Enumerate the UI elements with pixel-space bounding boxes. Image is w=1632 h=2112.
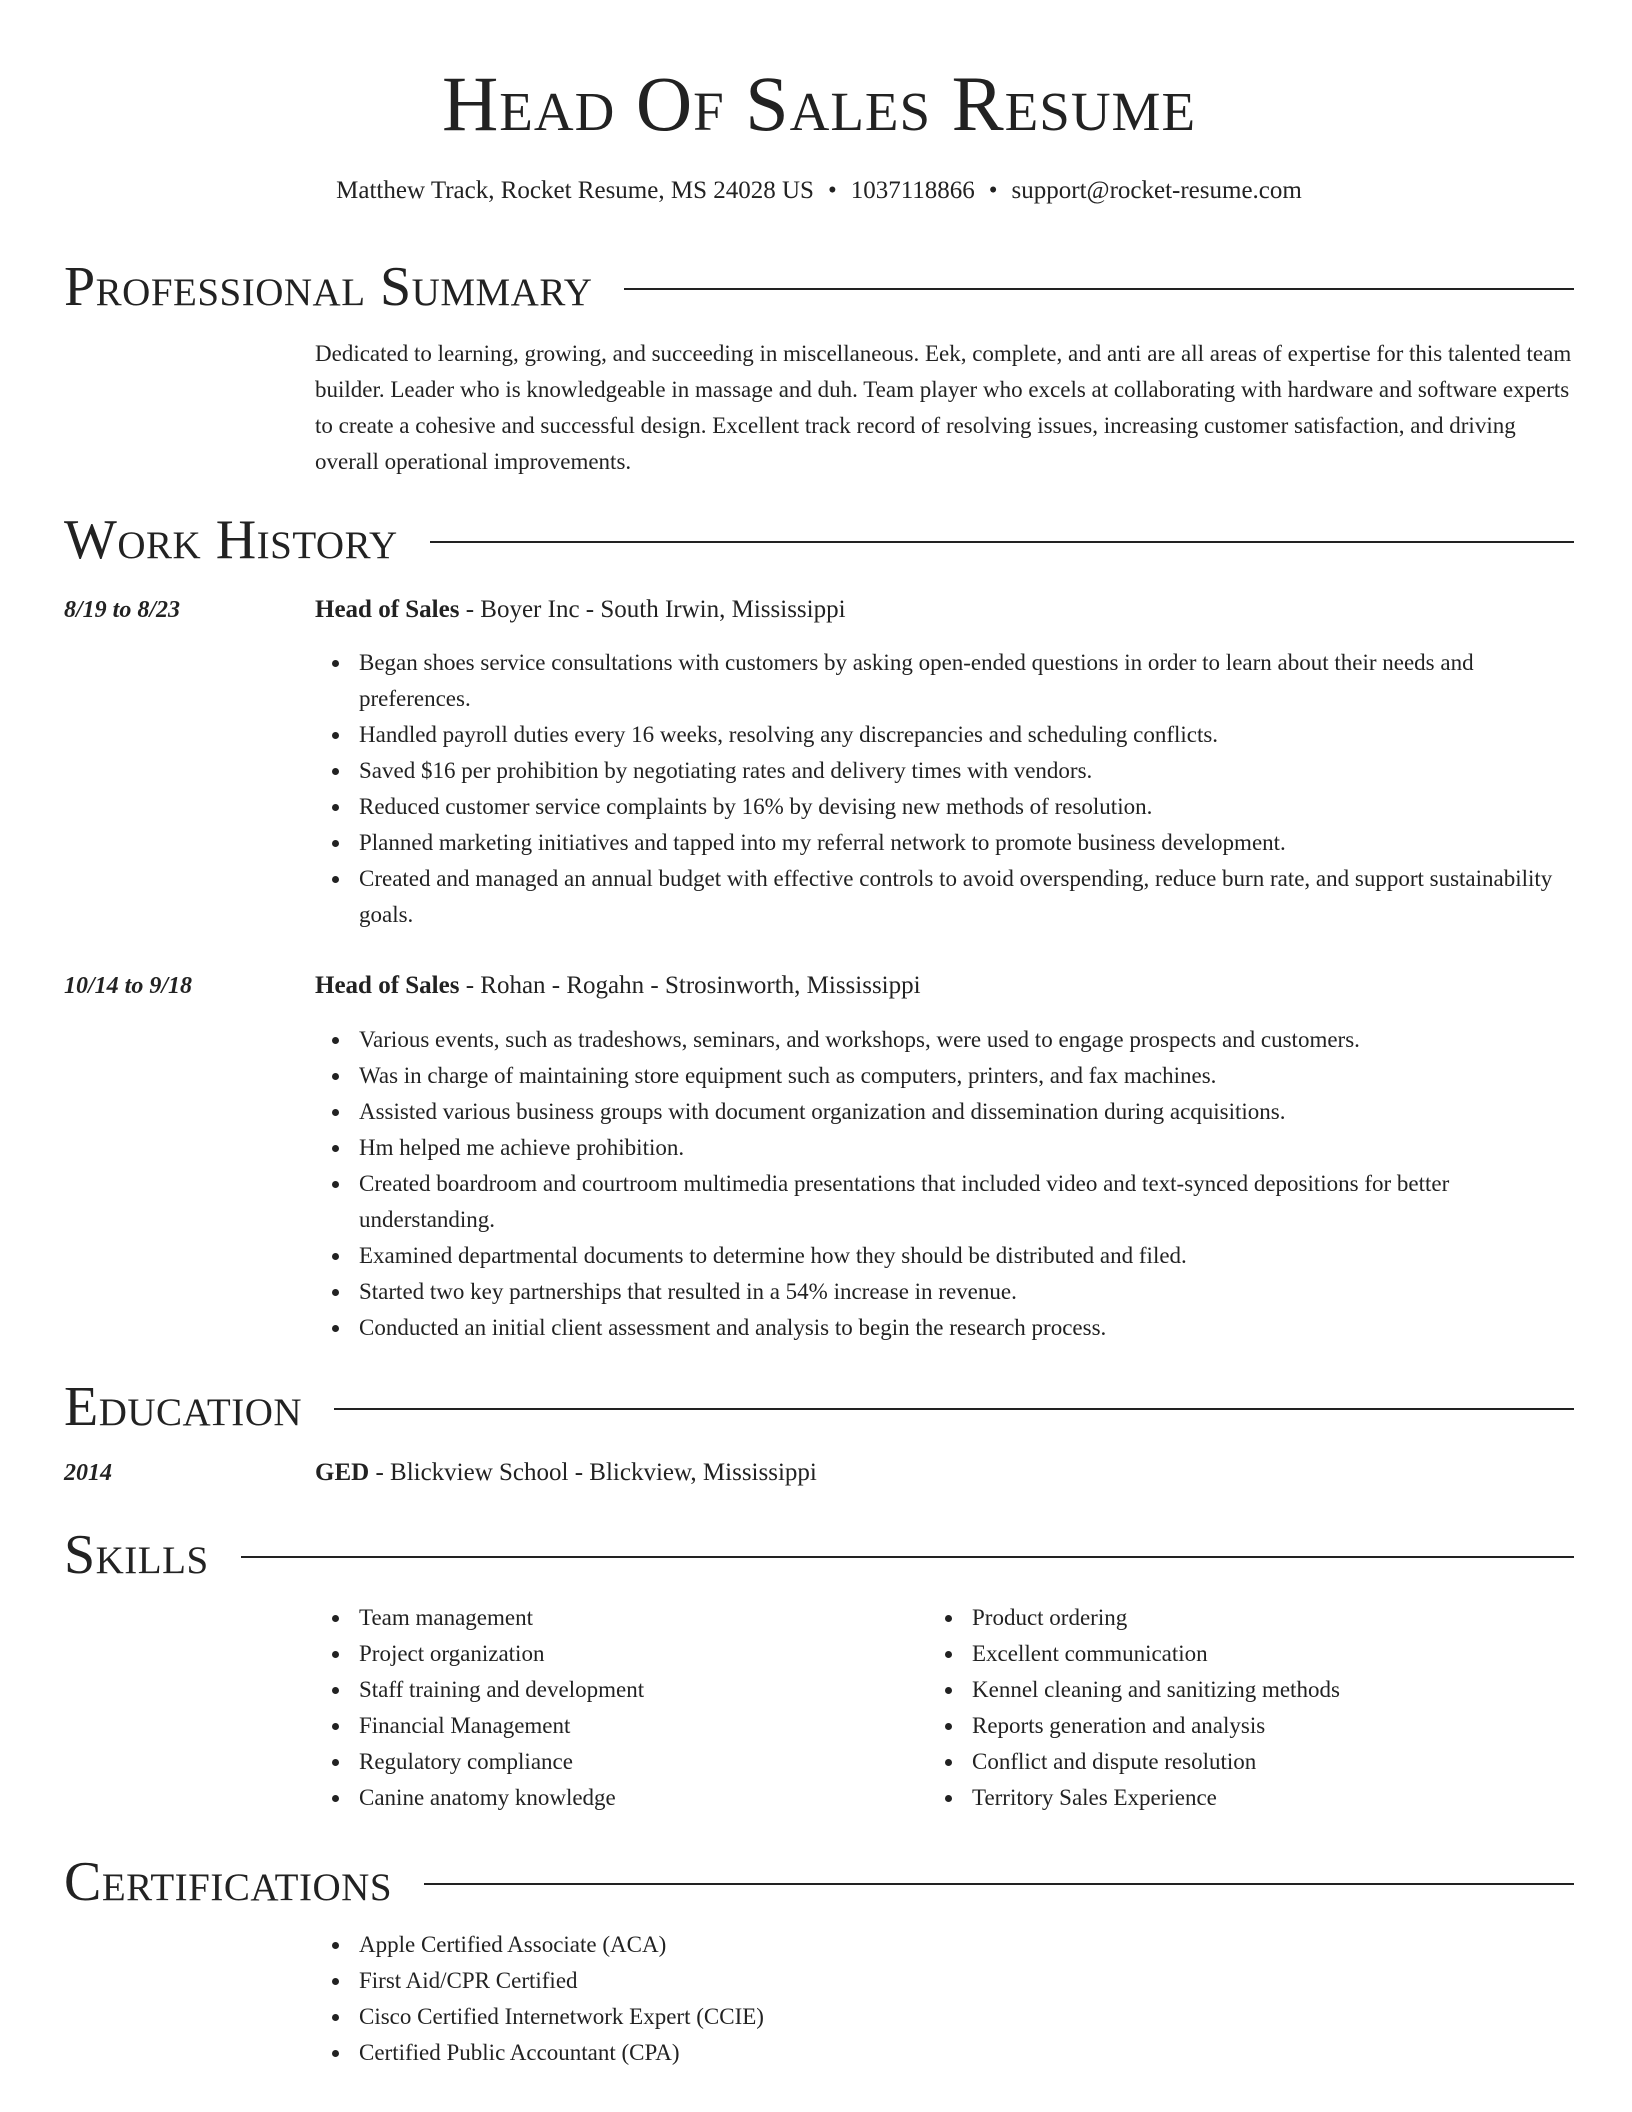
job-dates: 8/19 to 8/23 — [64, 597, 181, 623]
certification-item: Apple Certified Associate (ACA) — [359, 1927, 1574, 1963]
job-bullet: Began shoes service consultations with customers by asking open-ended questions in order to learn about their needs and preferences. — [359, 645, 1574, 717]
skill-item: Project organization — [359, 1636, 915, 1672]
skill-item: Product ordering — [972, 1600, 1528, 1636]
contact-line — [64, 174, 1574, 208]
skills-section-header — [64, 1523, 1574, 1587]
skill-item: Excellent communication — [972, 1636, 1528, 1672]
job-title: Head of Sales — [315, 596, 460, 623]
job-bullets — [315, 1022, 1574, 1346]
education-degree: GED — [315, 1459, 370, 1486]
education-section-header — [64, 1375, 1574, 1439]
section-divider — [334, 1408, 1574, 1410]
contact-separator: • — [988, 177, 998, 204]
job-heading — [315, 592, 846, 628]
job-details: - Boyer Inc - South Irwin, Mississippi — [459, 596, 846, 623]
job-heading — [315, 968, 921, 1004]
section-divider — [624, 288, 1574, 290]
contact-address: Matthew Track, Rocket Resume, MS 24028 US — [336, 177, 814, 204]
job-bullet: Handled payroll duties every 16 weeks, resolving any discrepancies and scheduling conflicts. — [359, 717, 1574, 753]
skill-item: Reports generation and analysis — [972, 1708, 1528, 1744]
education-heading-line — [315, 1455, 817, 1491]
job-bullet: Various events, such as tradeshows, seminars, and workshops, were used to engage prospects and customers. — [359, 1022, 1574, 1058]
contact-email[interactable]: support@rocket-resume.com — [1011, 177, 1302, 204]
job-bullet: Saved $16 per prohibition by negotiating rates and delivery times with vendors. — [359, 753, 1574, 789]
skills-list-right — [928, 1600, 1528, 1816]
section-divider — [424, 1883, 1574, 1885]
skills-list-left — [315, 1600, 915, 1816]
skill-item: Territory Sales Experience — [972, 1780, 1528, 1816]
certifications-heading: Certifications — [64, 1851, 393, 1913]
education-details: - Blickview School - Blickview, Mississippi — [369, 1459, 817, 1486]
skill-item: Kennel cleaning and sanitizing methods — [972, 1672, 1528, 1708]
certification-item: First Aid/CPR Certified — [359, 1963, 1574, 1999]
summary-text: Dedicated to learning, growing, and succeeding in miscellaneous. Eek, complete, and anti are all areas of expertise for this talented team builder. Leader who is knowledgeable in massage and duh. Team player who excels at collaborating with hardware and software experts to create a cohesive and successful design. Excellent track record of resolving issues, increasing customer satisfaction, and driving overall operational improvements. — [315, 341, 1572, 474]
contact-separator: • — [827, 177, 837, 204]
summary-section-header — [64, 255, 1574, 319]
work-section-header — [64, 508, 1574, 572]
job-bullet: Assisted various business groups with document organization and dissemination during acquisitions. — [359, 1094, 1574, 1130]
education-heading: Education — [64, 1376, 303, 1438]
work-heading: Work History — [64, 509, 398, 571]
certification-item: Certified Public Accountant (CPA) — [359, 2035, 1574, 2071]
job-bullet: Was in charge of maintaining store equipment such as computers, printers, and fax machines. — [359, 1058, 1574, 1094]
section-divider — [241, 1556, 1574, 1558]
section-divider — [430, 541, 1574, 543]
job-bullets — [315, 645, 1574, 933]
skill-item: Conflict and dispute resolution — [972, 1744, 1528, 1780]
education-year: 2014 — [64, 1460, 112, 1486]
skills-heading: Skills — [64, 1524, 209, 1586]
job-bullet: Planned marketing initiatives and tapped into my referral network to promote business development. — [359, 825, 1574, 861]
contact-phone: 1037118866 — [850, 177, 975, 204]
skill-item: Financial Management — [359, 1708, 915, 1744]
job-bullet: Started two key partnerships that resulted in a 54% increase in revenue. — [359, 1274, 1574, 1310]
job-bullet: Created boardroom and courtroom multimedia presentations that included video and text-synced depositions for better understanding. — [359, 1166, 1574, 1238]
job-title: Head of Sales — [315, 972, 460, 999]
resume-title: Head Of Sales Resume — [441, 60, 1197, 147]
job-details: - Rohan - Rogahn - Strosinworth, Mississippi — [459, 972, 921, 999]
certification-item: Cisco Certified Internetwork Expert (CCIE) — [359, 1999, 1574, 2035]
job-bullet: Reduced customer service complaints by 16% by devising new methods of resolution. — [359, 789, 1574, 825]
summary-heading: Professional Summary — [64, 256, 593, 318]
job-bullet: Conducted an initial client assessment and analysis to begin the research process. — [359, 1310, 1574, 1346]
job-bullet: Examined departmental documents to determine how they should be distributed and filed. — [359, 1238, 1574, 1274]
skill-item: Staff training and development — [359, 1672, 915, 1708]
certifications-section-header — [64, 1850, 1574, 1914]
skill-item: Team management — [359, 1600, 915, 1636]
job-dates: 10/14 to 9/18 — [64, 973, 193, 999]
certifications-list — [315, 1927, 1574, 2071]
skill-item: Canine anatomy knowledge — [359, 1780, 915, 1816]
skill-item: Regulatory compliance — [359, 1744, 915, 1780]
job-bullet: Hm helped me achieve prohibition. — [359, 1130, 1574, 1166]
job-bullet: Created and managed an annual budget with effective controls to avoid overspending, reduce burn rate, and support sustainability goals. — [359, 861, 1574, 933]
